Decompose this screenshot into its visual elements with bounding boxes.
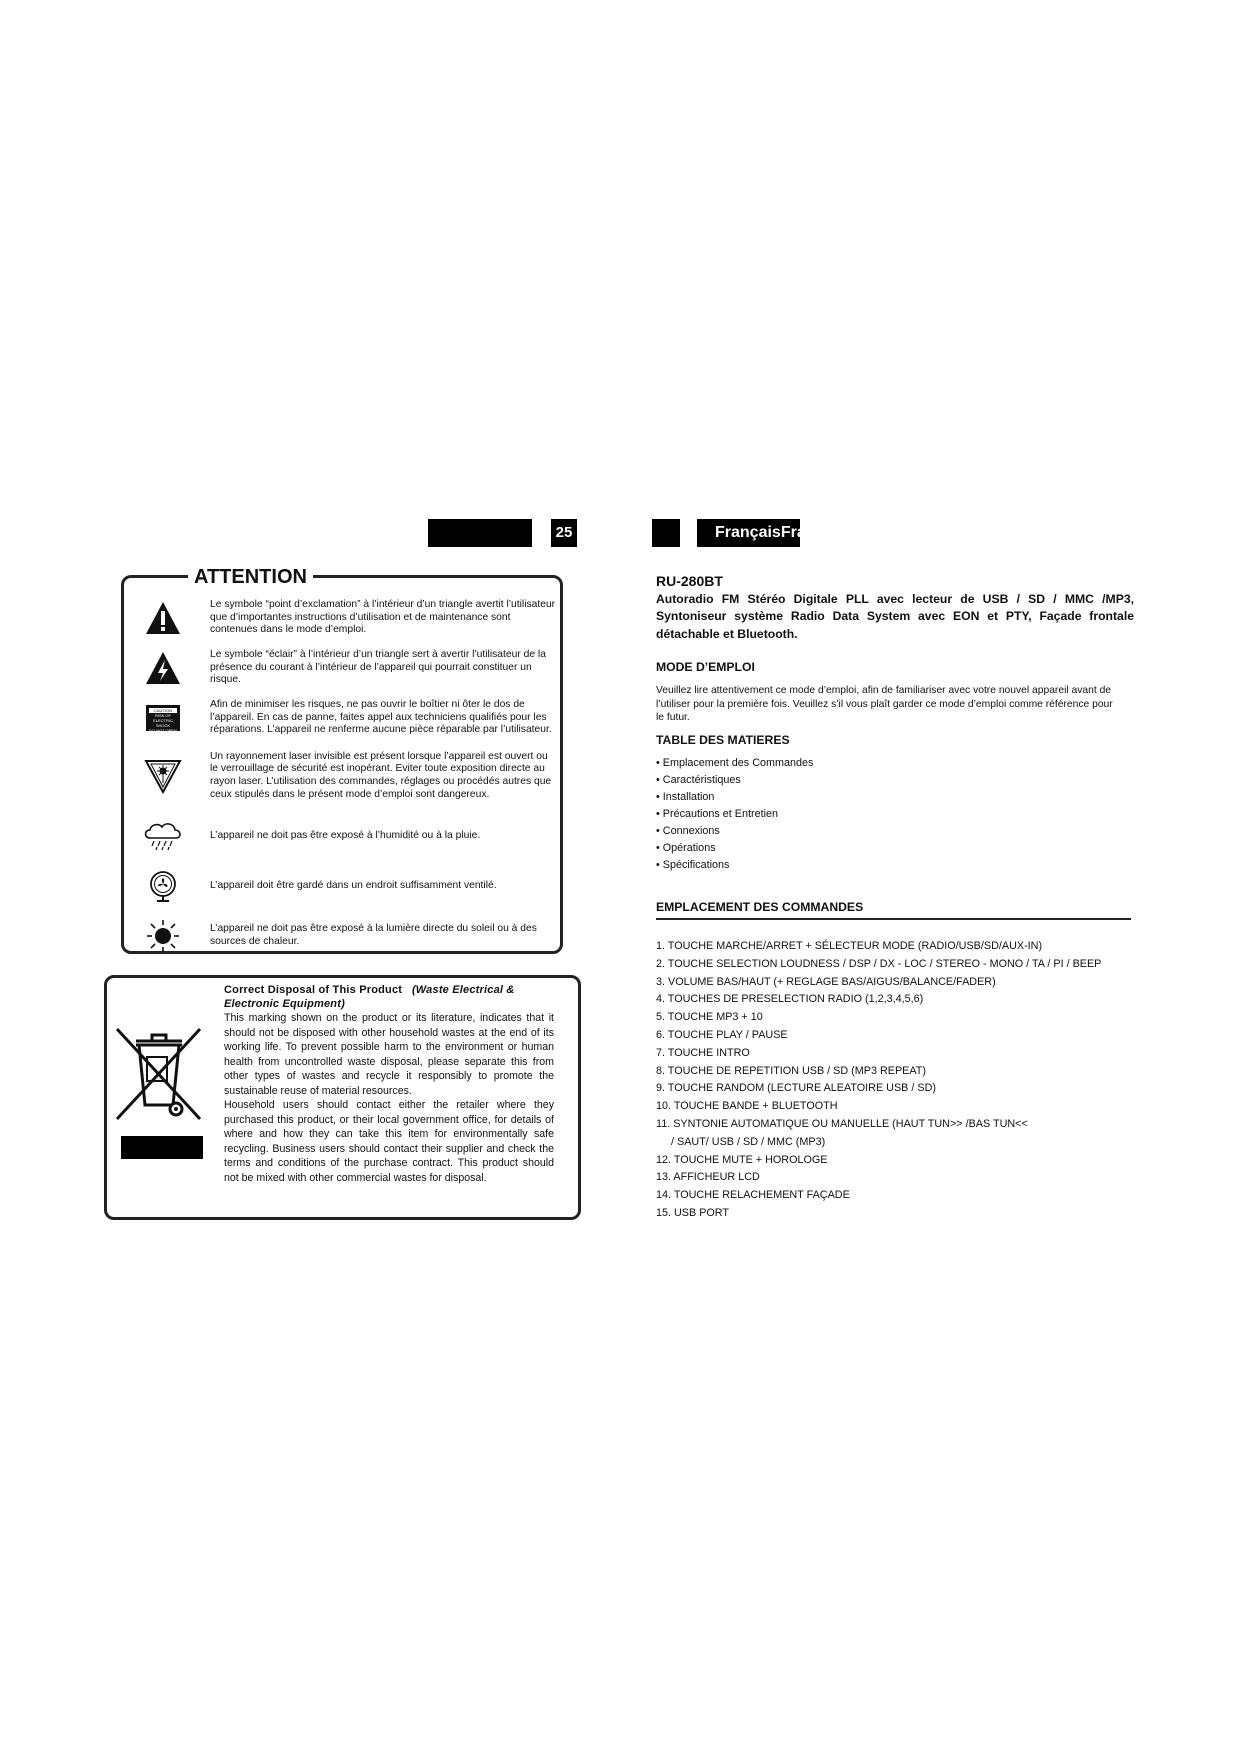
disposal-text	[224, 984, 554, 1185]
disposal-paragraph-1: This marking shown on the product or its literature, indicates that it should not be disposed with other household wastes at the end of its working life. To prevent possible harm to the environment or human health from uncontrolled waste disposal, please separate this from other types of wastes and recycle it responsibly to promote the sustainable reuse of material resources.	[224, 1012, 554, 1097]
controls-item: 9. TOUCHE RANDOM (LECTURE ALEATOIRE USB / SD)	[656, 1082, 936, 1095]
toc-list	[656, 755, 956, 874]
controls-item: 4. TOUCHES DE PRESELECTION RADIO (1,2,3,4,5,6)	[656, 993, 924, 1006]
disposal-title-bold: Correct Disposal of This Product	[224, 984, 403, 996]
lightning-triangle-icon	[138, 650, 188, 686]
header-black-square	[652, 519, 680, 547]
product-description: Autoradio FM Stéréo Digitale PLL avec lecteur de USB / SD / MMC /MP3, Syntoniseur système Radio Data System avec EON et PTY, Façade frontale détachable et Bluetooth.	[656, 592, 1134, 641]
attention-item	[138, 598, 558, 638]
controls-item: 11. SYNTONIE AUTOMATIQUE OU MANUELLE (HAUT TUN>> /BAS TUN<<	[656, 1117, 1028, 1130]
disposal-black-bar	[121, 1136, 203, 1159]
controls-item: 5. TOUCHE MP3 + 10	[656, 1011, 763, 1024]
disposal-title-italic: (Waste Electrical & Electronic Equipment)	[224, 984, 515, 1010]
attention-item	[138, 648, 558, 688]
disposal-title	[224, 984, 554, 1011]
controls-item: 14. TOUCHE RELACHEMENT FAÇADE	[656, 1189, 850, 1202]
page-number: 25	[551, 519, 577, 547]
attention-item	[138, 698, 558, 738]
attention-item-text: Un rayonnement laser invisible est présent lorsque l’appareil est ouvert ou le verrouillage de sécurité est inopérant. Eviter toute exposition directe au rayon laser. L’utilisation des commandes, réglages ou procédés autres que ceux stipulés dans le présent mode d’emploi sont dangereux.	[210, 750, 552, 800]
attention-item-text: L’appareil ne doit pas être exposé à la lumière directe du soleil ou à des sources de chaleur.	[210, 923, 537, 947]
mode-emploi-text: Veuillez lire attentivement ce mode d’emploi, afin de familiariser avec votre nouvel appareil avant de l’utiliser pour la première fois. Veuillez s’il vous plaît garder ce mode d’emploi comme référence pour le futur.	[656, 685, 1113, 723]
attention-item-text: L’appareil doit être gardé dans un endroit suffisamment ventilé.	[210, 879, 497, 891]
toc-item: • Précautions et Entretien	[656, 808, 779, 820]
caution-label-icon	[138, 705, 188, 731]
model-name: RU-280BT	[656, 573, 723, 589]
attention-item-text: Le symbole “éclair” à l’intérieur d’un triangle sert à avertir l’utilisateur de la présence du courant à l’intérieur de l’appareil qui pourrait constituer un risque.	[210, 649, 546, 686]
toc-item: • Emplacement des Commandes	[656, 757, 814, 769]
attention-item-text: Afin de minimiser les risques, ne pas ouvrir le boîtier ni ôter le dos de l’appareil. En cas de panne, faites appel aux techniciens qualifiés pour les réparations. L’appareil ne renferme aucune pièce réparable par l’utilisateur.	[210, 699, 552, 736]
toc-item: • Connexions	[656, 825, 720, 837]
toc-item: • Caractéristiques	[656, 774, 741, 786]
caution-label-line: RISK OF ELECTRIC SHOCK	[153, 713, 173, 728]
exclamation-triangle-icon	[138, 600, 188, 636]
controls-item: 2. TOUCHE SELECTION LOUDNESS / DSP / DX - LOC / STEREO - MONO / TA / PI / BEEP	[656, 957, 1102, 970]
controls-item: 6. TOUCHE PLAY / PAUSE	[656, 1028, 788, 1041]
controls-list	[656, 938, 1136, 1223]
sun-icon	[138, 918, 188, 954]
controls-heading-rule	[656, 918, 1131, 920]
controls-item: 15. USB PORT	[656, 1206, 730, 1219]
caution-label-line: CAUTION	[149, 708, 177, 713]
controls-item: 3. VOLUME BAS/HAUT (+ REGLAGE BAS/AIGUS/BALANCE/FADER)	[656, 975, 996, 988]
attention-list	[138, 598, 558, 954]
attention-item-text: L’appareil ne doit pas être exposé à l’humidité ou à la pluie.	[210, 829, 481, 841]
controls-heading: EMPLACEMENT DES COMMANDES	[656, 900, 864, 914]
toc-item: • Spécifications	[656, 859, 730, 871]
controls-item: 13. AFFICHEUR LCD	[656, 1171, 760, 1184]
controls-item: / SAUT/ USB / SD / MMC (MP3)	[656, 1135, 826, 1148]
controls-item: 8. TOUCHE DE REPETITION USB / SD (MP3 REPEAT)	[656, 1064, 926, 1077]
laser-triangle-icon	[138, 758, 188, 794]
attention-item	[138, 818, 558, 854]
controls-item: 7. TOUCHE INTRO	[656, 1046, 750, 1059]
language-tab: FrançaisFrançais	[697, 519, 800, 547]
controls-item: 12. TOUCHE MUTE + HOROLOGE	[656, 1153, 828, 1166]
crossed-bin-icon	[114, 1023, 204, 1128]
disposal-paragraph-2: Household users should contact either the retailer where they purchased this product, or their local government office, for details of where and how they can take this item for environmentally safe recycling. Business users should contact their supplier and check the terms and conditions of the purchase contract. This product should not be mixed with other commercial wastes for disposal.	[224, 1099, 554, 1184]
toc-heading: TABLE DES MATIERES	[656, 733, 790, 747]
rain-cloud-icon	[138, 820, 188, 852]
fan-icon	[138, 869, 188, 903]
toc-item: • Opérations	[656, 842, 716, 854]
controls-item: 10. TOUCHE BANDE + BLUETOOTH	[656, 1100, 838, 1113]
header-black-bar-left	[428, 519, 532, 547]
attention-item	[138, 750, 558, 802]
controls-item: 1. TOUCHE MARCHE/ARRET + SÉLECTEUR MODE (RADIO/USB/SD/AUX-IN)	[656, 940, 1043, 952]
attention-item	[138, 918, 558, 954]
attention-item	[138, 868, 558, 904]
caution-label-line: DO NOT OPEN	[149, 728, 177, 733]
mode-emploi-heading: MODE D’EMPLOI	[656, 660, 755, 674]
attention-item-text: Le symbole “point d’exclamation” à l’intérieur d’un triangle avertit l’utilisateur que d’importantes instructions d’utilisation et de maintenance sont contenues dans le mode d’emploi.	[210, 599, 556, 636]
attention-title: ATTENTION	[188, 566, 313, 588]
toc-item: • Installation	[656, 791, 715, 803]
